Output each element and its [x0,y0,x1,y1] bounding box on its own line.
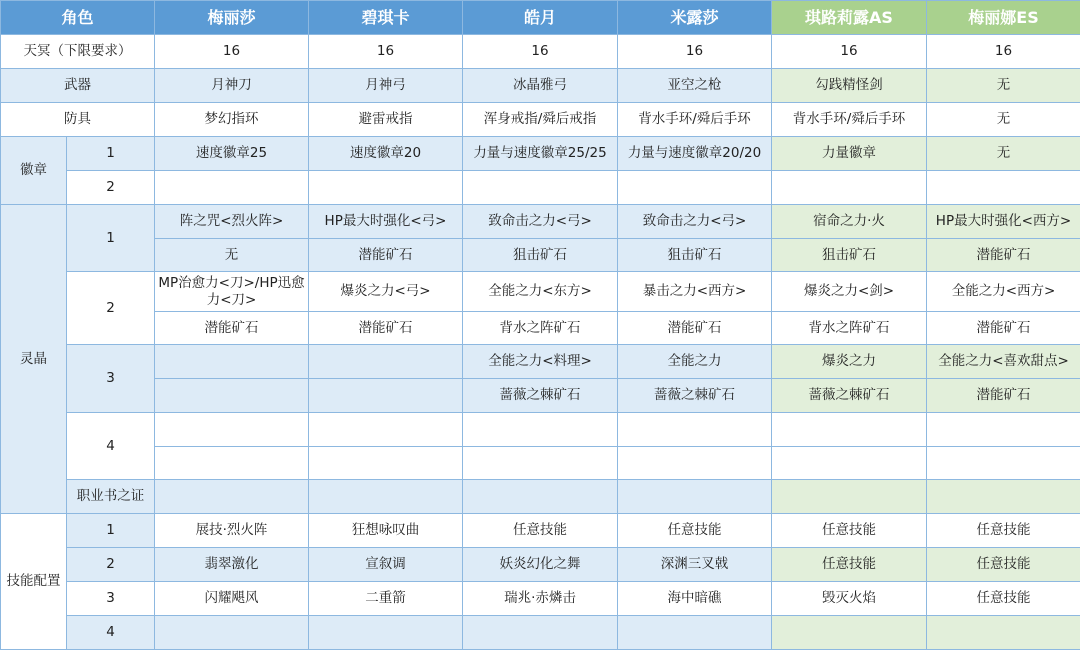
row-number: 2 [67,548,155,582]
table-cell: 亚空之枪 [618,69,772,103]
row-number: 1 [67,205,155,272]
table-cell: 潜能矿石 [927,239,1080,272]
table-cell: MP治愈力<刀>/HP迅愈力<刀> [155,272,309,312]
table-cell: 潜能矿石 [155,312,309,345]
tianming-row [1,35,1080,69]
table-cell: 狙击矿石 [772,239,927,272]
row-number: 3 [67,582,155,616]
table-cell: 浑身戒指/舜后戒指 [463,103,618,137]
row-number: 4 [67,616,155,650]
row-number: 2 [67,272,155,345]
table-cell: 月神弓 [309,69,463,103]
table-cell: 阵之咒<烈火阵> [155,205,309,239]
table-cell: 力量与速度徽章25/25 [463,137,618,171]
table-cell [155,480,309,514]
table-cell [927,480,1080,514]
table-cell: 狙击矿石 [618,239,772,272]
row-label: 武器 [1,69,155,103]
table-cell: 暴击之力<西方> [618,272,772,312]
table-cell: 16 [618,35,772,69]
table-cell: 蔷薇之棘矿石 [463,379,618,413]
table-cell: 蔷薇之棘矿石 [772,379,927,413]
table-cell: 背水手环/舜后手环 [618,103,772,137]
row-number: 2 [67,171,155,205]
table-cell [618,413,772,447]
table-cell: 避雷戒指 [309,103,463,137]
table-cell [772,616,927,650]
table-cell [155,345,309,379]
table-cell [618,171,772,205]
table-cell [155,379,309,413]
table-cell [772,480,927,514]
table-cell [463,447,618,480]
table-cell: 致命击之力<弓> [618,205,772,239]
table-cell: HP最大时强化<西方> [927,205,1080,239]
table-cell: 全能之力 [618,345,772,379]
table-cell: 力量徽章 [772,137,927,171]
table-cell [155,171,309,205]
table-cell: 任意技能 [927,582,1080,616]
character-header: 梅丽莎 [155,1,309,35]
table-cell [772,171,927,205]
table-cell: 任意技能 [927,548,1080,582]
table-cell: 冰晶雅弓 [463,69,618,103]
table-cell: 展技·烈火阵 [155,514,309,548]
table-cell: 蔷薇之棘矿石 [618,379,772,413]
table-cell [309,616,463,650]
table-cell: 宣叙调 [309,548,463,582]
table-cell [927,616,1080,650]
table-cell: 潜能矿石 [927,379,1080,413]
table-cell: 二重箭 [309,582,463,616]
table-cell [772,413,927,447]
row-label: 天冥（下限要求） [1,35,155,69]
table-cell: 勾践精怪剑 [772,69,927,103]
spirit-ore-row [1,379,1080,413]
table-cell: 背水手环/舜后手环 [772,103,927,137]
table-cell: 全能之力<东方> [463,272,618,312]
table-cell: 爆炎之力 [772,345,927,379]
table-cell: 宿命之力·火 [772,205,927,239]
table-cell: 潜能矿石 [927,312,1080,345]
spirit-ore-row [1,447,1080,480]
table-cell: 潜能矿石 [309,239,463,272]
character-header: 皓月 [463,1,618,35]
table-cell: 深渊三叉戟 [618,548,772,582]
table-cell: 力量与速度徽章20/20 [618,137,772,171]
table-cell: 背水之阵矿石 [463,312,618,345]
table-cell: 16 [155,35,309,69]
table-cell: 16 [927,35,1080,69]
character-header: 碧琪卡 [309,1,463,35]
table-cell [927,171,1080,205]
table-cell: 任意技能 [618,514,772,548]
badge-row [1,171,1080,205]
header-row [1,1,1080,35]
table-cell: 致命击之力<弓> [463,205,618,239]
skill-row [1,582,1080,616]
table-cell [155,616,309,650]
table-cell [618,616,772,650]
table-cell [155,413,309,447]
spirit-skill-row [1,205,1080,239]
table-cell: 瑞兆·赤燐击 [463,582,618,616]
row-number: 3 [67,345,155,413]
table-cell [772,447,927,480]
table-cell [309,379,463,413]
table-cell: 任意技能 [927,514,1080,548]
table-cell [309,171,463,205]
table-cell: 狙击矿石 [463,239,618,272]
table-cell: 速度徽章20 [309,137,463,171]
table-cell: 狂想咏叹曲 [309,514,463,548]
table-cell: 全能之力<西方> [927,272,1080,312]
table-cell: 潜能矿石 [309,312,463,345]
row-label: 防具 [1,103,155,137]
table-cell [309,413,463,447]
table-cell: 闪耀飓风 [155,582,309,616]
row-number: 1 [67,137,155,171]
role-header: 角色 [1,1,155,35]
table-cell [618,480,772,514]
skill-row [1,616,1080,650]
table-cell: 翡翠激化 [155,548,309,582]
table-cell: HP最大时强化<弓> [309,205,463,239]
character-header: 琪路莉露AS [772,1,927,35]
weapon-row [1,69,1080,103]
job-book-row [1,480,1080,514]
table-cell: 无 [927,69,1080,103]
table-cell [309,480,463,514]
table-cell: 妖炎幻化之舞 [463,548,618,582]
table-cell: 爆炎之力<剑> [772,272,927,312]
row-number: 1 [67,514,155,548]
armor-row [1,103,1080,137]
table-cell: 海中暗礁 [618,582,772,616]
table-cell [463,171,618,205]
table-cell [618,447,772,480]
character-header: 梅丽娜ES [927,1,1080,35]
table-cell: 潜能矿石 [618,312,772,345]
badge-row [1,137,1080,171]
table-cell: 爆炎之力<弓> [309,272,463,312]
table-cell [309,447,463,480]
table-cell: 任意技能 [463,514,618,548]
table-cell [155,447,309,480]
table-cell [463,413,618,447]
spirit-skill-row [1,413,1080,447]
table-cell: 16 [309,35,463,69]
section-label: 灵晶 [1,205,67,514]
table-cell: 全能之力<料理> [463,345,618,379]
table-cell: 背水之阵矿石 [772,312,927,345]
table-cell: 速度徽章25 [155,137,309,171]
table-cell [463,616,618,650]
table-cell: 任意技能 [772,514,927,548]
table-cell: 无 [155,239,309,272]
table-cell: 16 [463,35,618,69]
table-cell: 16 [772,35,927,69]
table-cell: 毁灭火焰 [772,582,927,616]
table-cell [927,447,1080,480]
table-cell [463,480,618,514]
table-cell: 无 [927,103,1080,137]
spirit-skill-row [1,345,1080,379]
table-cell: 无 [927,137,1080,171]
spirit-ore-row [1,312,1080,345]
table-cell: 月神刀 [155,69,309,103]
job-book-label: 职业书之证 [67,480,155,514]
section-label: 徽章 [1,137,67,205]
spirit-skill-row [1,272,1080,312]
table-cell [309,345,463,379]
character-header: 米露莎 [618,1,772,35]
skill-row [1,548,1080,582]
spirit-ore-row [1,239,1080,272]
row-number: 4 [67,413,155,480]
section-label: 技能配置 [1,514,67,650]
table-cell: 任意技能 [772,548,927,582]
skill-row [1,514,1080,548]
table-cell [927,413,1080,447]
table-cell: 梦幻指环 [155,103,309,137]
table-cell: 全能之力<喜欢甜点> [927,345,1080,379]
